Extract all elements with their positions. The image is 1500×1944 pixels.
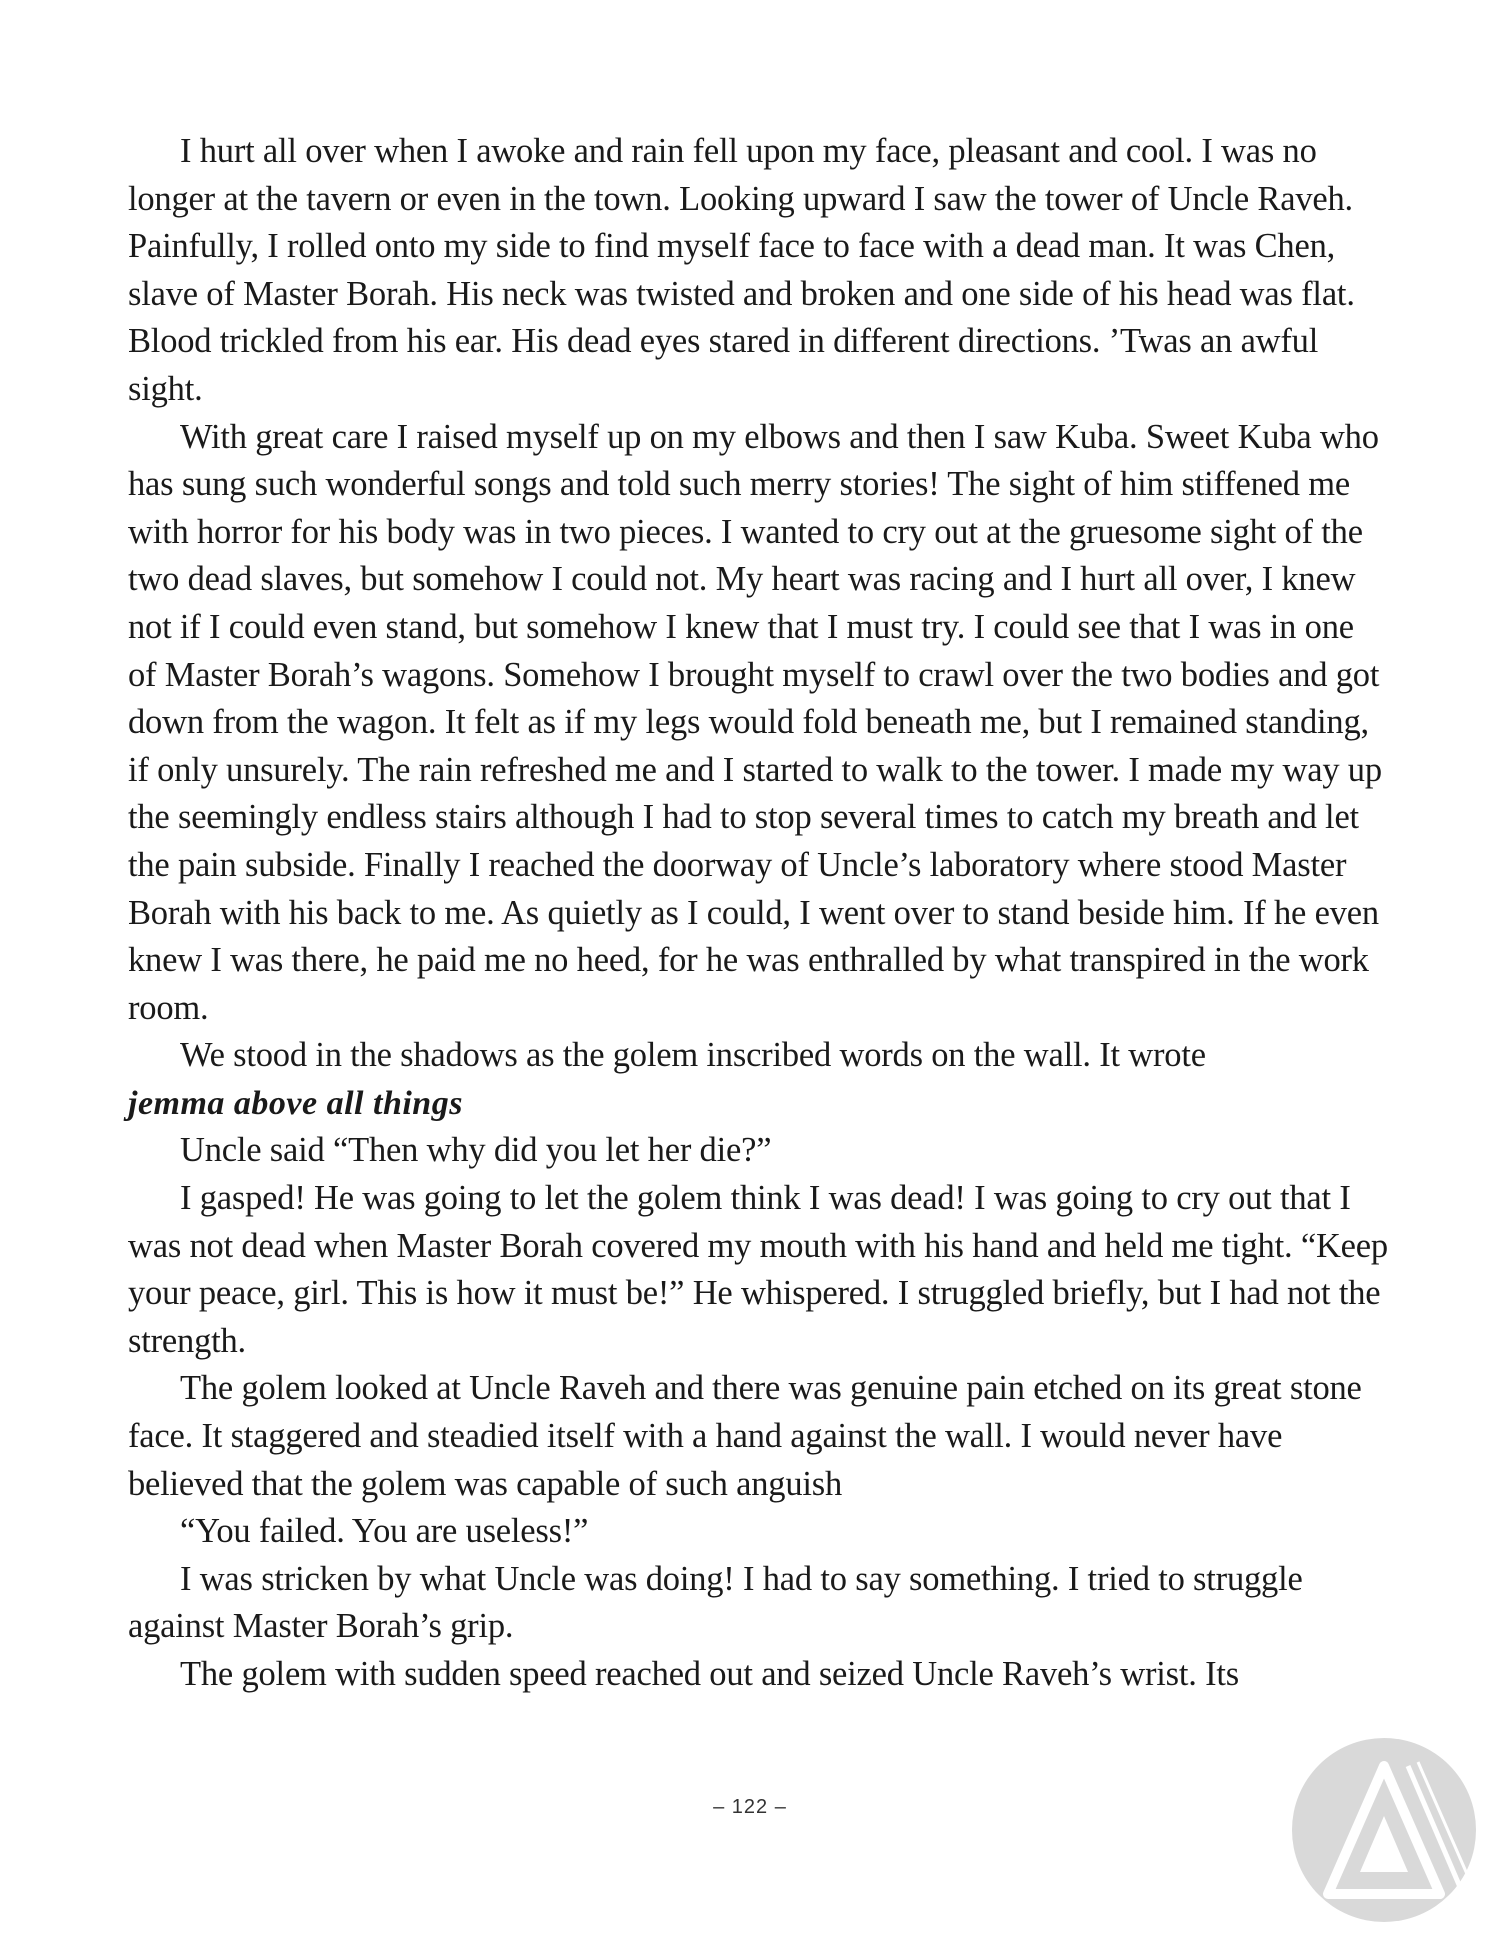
- paragraph-8: I was stricken by what Uncle was doing! I had to say something. I tried to struggle against Master Borah’s grip.: [128, 1559, 1303, 1646]
- page-number: – 122 –: [713, 1796, 787, 1818]
- paragraph-6: The golem looked at Uncle Raveh and there was genuine pain etched on its great stone face. It staggered and steadied itself with a hand against the wall. I would never have believed that the golem was capable of such anguish: [128, 1369, 1362, 1503]
- paragraph-7: “You failed. You are useless!”: [180, 1512, 589, 1551]
- triangle-logo-icon: [1290, 1736, 1478, 1924]
- golem-inscription: jemma above all things: [128, 1084, 463, 1122]
- paragraph-3: We stood in the shadows as the golem inscribed words on the wall. It wrote: [180, 1036, 1206, 1075]
- paragraph-4: Uncle said “Then why did you let her die?”: [180, 1131, 772, 1170]
- paragraph-5: I gasped! He was going to let the golem think I was dead! I was going to cry out that I was not dead when Master Borah covered my mouth with his hand and held me tight. “Keep your peace, girl. This is how it must be!” He whispered. I struggled briefly, but I had not the strength.: [128, 1179, 1388, 1360]
- page-body: [128, 128, 1390, 1699]
- paragraph-2: With great care I raised myself up on my elbows and then I saw Kuba. Sweet Kuba who has sung such wonderful songs and told such merry stories! The sight of him stiffened me with horror for his body was in two pieces. I wanted to cry out at the gruesome sight of the two dead slaves, but somehow I could not. My heart was racing and I hurt all over, I knew not if I could even stand, but somehow I knew that I must try. I could see that I was in one of Master Borah’s wagons. Somehow I brought myself to crawl over the two bodies and got down from the wagon. It felt as if my legs would fold beneath me, but I remained standing, if only unsurely. The rain refreshed me and I started to walk to the tower. I made my way up the seemingly endless stairs although I had to stop several times to catch my breath and let the pain subside. Finally I reached the doorway of Uncle’s laboratory where stood Master Borah with his back to me. As quietly as I could, I went over to stand beside him. If he even knew I was there, he paid me no heed, for he was enthralled by what transpired in the work room.: [128, 417, 1382, 1027]
- paragraph-1: I hurt all over when I awoke and rain fell upon my face, pleasant and cool. I was no longer at the tavern or even in the town. Looking upward I saw the tower of Uncle Raveh. Painfully, I rolled onto my side to find myself face to face with a dead man. It was Chen, slave of Master Borah. His neck was twisted and broken and one side of his head was flat. Blood trickled from his ear. His dead eyes stared in different directions. ’Twas an awful sight.: [128, 132, 1355, 408]
- paragraph-9: The golem with sudden speed reached out and seized Uncle Raveh’s wrist. Its: [180, 1655, 1239, 1693]
